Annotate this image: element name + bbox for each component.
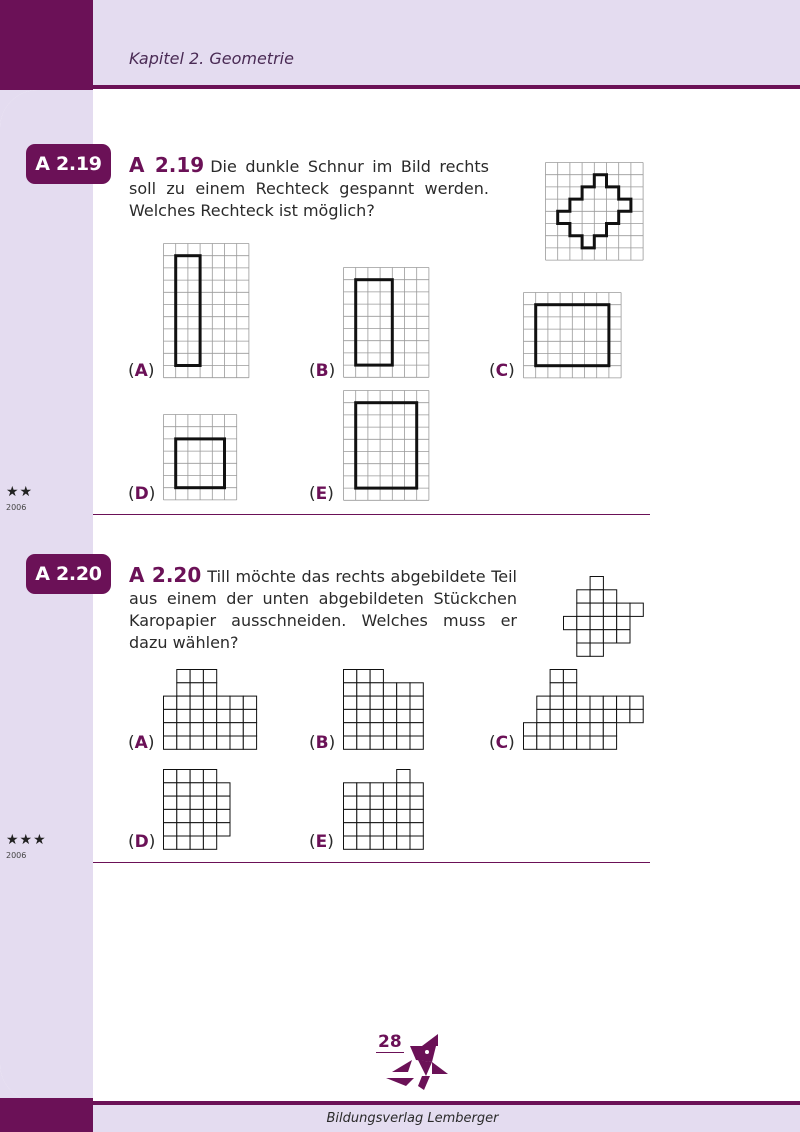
grid-cell bbox=[397, 823, 410, 836]
target-piece bbox=[563, 576, 645, 658]
grid-cell bbox=[590, 616, 603, 629]
grid-cell bbox=[397, 796, 410, 809]
grid-cell bbox=[177, 709, 190, 722]
grid-cell bbox=[603, 630, 616, 643]
grid-cell bbox=[164, 723, 177, 736]
grid-cell bbox=[603, 709, 616, 722]
grid-cell bbox=[577, 616, 590, 629]
grid-cell bbox=[370, 809, 383, 822]
grid-cell bbox=[383, 796, 396, 809]
problem-number: A 2.19 bbox=[129, 153, 205, 177]
rectangle-outline bbox=[356, 280, 393, 365]
option-label-a: (A) bbox=[128, 361, 155, 381]
option-a-paper bbox=[163, 669, 259, 751]
grid-cell bbox=[617, 630, 630, 643]
grid-cell bbox=[203, 783, 216, 796]
grid-cell bbox=[344, 809, 357, 822]
grid-cell bbox=[357, 696, 370, 709]
grid-cell bbox=[397, 783, 410, 796]
grid-cell bbox=[603, 736, 616, 749]
grid-cell bbox=[577, 736, 590, 749]
grid-cell bbox=[164, 809, 177, 822]
option-label-c: (C) bbox=[489, 733, 515, 753]
grid-cell bbox=[383, 736, 396, 749]
left-margin-strip bbox=[0, 90, 93, 1102]
grid-cell bbox=[550, 696, 563, 709]
grid-cell bbox=[630, 603, 643, 616]
grid-cell bbox=[550, 723, 563, 736]
grid-cell bbox=[190, 823, 203, 836]
grid-cell bbox=[370, 683, 383, 696]
grid-cell bbox=[190, 809, 203, 822]
grid-cell bbox=[344, 683, 357, 696]
grid-cell bbox=[230, 709, 243, 722]
option-e-grid bbox=[343, 390, 431, 502]
grid-cell bbox=[397, 770, 410, 783]
difficulty-stars: ★★★ bbox=[6, 832, 47, 848]
grid-cell bbox=[344, 736, 357, 749]
grid-cell bbox=[177, 796, 190, 809]
grid-cell bbox=[217, 796, 230, 809]
page-number: 28 bbox=[378, 1032, 402, 1052]
grid-cell bbox=[630, 696, 643, 709]
grid-cell bbox=[164, 770, 177, 783]
grid-cell bbox=[410, 783, 423, 796]
grid-cell bbox=[243, 696, 256, 709]
option-c-grid bbox=[523, 292, 623, 380]
grid-cell bbox=[357, 823, 370, 836]
grid-cell bbox=[177, 683, 190, 696]
grid-cell bbox=[344, 836, 357, 849]
grid-cell bbox=[383, 683, 396, 696]
grid-cell bbox=[243, 736, 256, 749]
grid-cell bbox=[203, 796, 216, 809]
grid-cell bbox=[370, 796, 383, 809]
grid-cell bbox=[590, 709, 603, 722]
grid-cell bbox=[357, 783, 370, 796]
header-rule bbox=[38, 85, 800, 89]
option-label-d: (D) bbox=[128, 832, 156, 852]
grid-cell bbox=[577, 723, 590, 736]
problem-year: 2006 bbox=[6, 503, 27, 512]
grid-cell bbox=[217, 736, 230, 749]
grid-cell bbox=[344, 709, 357, 722]
grid-cell bbox=[577, 603, 590, 616]
grid-cell bbox=[370, 823, 383, 836]
grid-cell bbox=[357, 709, 370, 722]
problem-number: A 2.20 bbox=[129, 563, 202, 587]
grid-cell bbox=[357, 736, 370, 749]
grid-cell bbox=[383, 823, 396, 836]
grid-cell bbox=[537, 723, 550, 736]
grid-cell bbox=[230, 736, 243, 749]
problem-separator bbox=[93, 862, 650, 863]
grid-cell bbox=[230, 723, 243, 736]
grid-cell bbox=[344, 670, 357, 683]
grid-cell bbox=[524, 736, 537, 749]
grid-cell bbox=[203, 809, 216, 822]
grid-cell bbox=[410, 709, 423, 722]
grid-cell bbox=[537, 696, 550, 709]
grid-cell bbox=[243, 723, 256, 736]
grid-cell bbox=[397, 736, 410, 749]
grid-cell bbox=[410, 683, 423, 696]
grid-cell bbox=[630, 709, 643, 722]
grid-cell bbox=[190, 683, 203, 696]
grid-cell bbox=[550, 670, 563, 683]
grid-cell bbox=[357, 836, 370, 849]
grid-cell bbox=[397, 809, 410, 822]
problem-statement bbox=[129, 564, 517, 654]
grid-cell bbox=[164, 709, 177, 722]
grid-cell bbox=[230, 696, 243, 709]
grid-cell bbox=[577, 696, 590, 709]
option-label-d: (D) bbox=[128, 484, 156, 504]
grid-cell bbox=[603, 616, 616, 629]
grid-cell bbox=[410, 796, 423, 809]
grid-cell bbox=[177, 696, 190, 709]
grid-cell bbox=[344, 796, 357, 809]
grid-cell bbox=[590, 630, 603, 643]
grid-cell bbox=[164, 736, 177, 749]
grid-cell bbox=[203, 723, 216, 736]
grid-cell bbox=[357, 683, 370, 696]
grid-cell bbox=[370, 696, 383, 709]
grid-cell bbox=[344, 723, 357, 736]
grid-cell bbox=[590, 603, 603, 616]
option-d-paper bbox=[163, 769, 235, 851]
problem-tab: A 2.20 bbox=[26, 554, 111, 594]
grid-cell bbox=[563, 736, 576, 749]
grid-cell bbox=[357, 796, 370, 809]
grid-cell bbox=[410, 696, 423, 709]
grid-cell bbox=[550, 683, 563, 696]
grid-cell bbox=[203, 709, 216, 722]
problem-text: Till möchte das rechts abgebildete Teil aus einem der unten abgebildeten Stückchen Karopapier ausschneiden. Welches muss er dazu wählen? bbox=[129, 567, 517, 652]
option-label-b: (B) bbox=[309, 733, 336, 753]
grid-cell bbox=[370, 709, 383, 722]
grid-cell bbox=[603, 696, 616, 709]
difficulty-stars: ★★ bbox=[6, 484, 34, 500]
grid-cell bbox=[357, 809, 370, 822]
grid-cell bbox=[603, 603, 616, 616]
problem-separator bbox=[93, 514, 650, 515]
grid-cell bbox=[217, 823, 230, 836]
grid-cell bbox=[190, 670, 203, 683]
grid-cell bbox=[164, 796, 177, 809]
grid-cell bbox=[164, 836, 177, 849]
grid-cell bbox=[563, 670, 576, 683]
grid-cell bbox=[357, 670, 370, 683]
grid-cell bbox=[217, 696, 230, 709]
header-band bbox=[93, 0, 800, 86]
option-label-c: (C) bbox=[489, 361, 515, 381]
grid-cell bbox=[164, 783, 177, 796]
grid-cell bbox=[243, 709, 256, 722]
grid-cell bbox=[577, 590, 590, 603]
option-b-grid bbox=[343, 267, 431, 379]
option-label-a: (A) bbox=[128, 733, 155, 753]
option-e-paper bbox=[343, 769, 427, 851]
grid-cell bbox=[203, 670, 216, 683]
grid-cell bbox=[190, 709, 203, 722]
problem-statement bbox=[129, 154, 489, 222]
grid-cell bbox=[164, 823, 177, 836]
grid-cell bbox=[383, 783, 396, 796]
logo-bird-icon bbox=[386, 1034, 456, 1090]
grid-cell bbox=[217, 783, 230, 796]
grid-cell bbox=[217, 709, 230, 722]
grid-cell bbox=[177, 809, 190, 822]
option-c-paper bbox=[523, 669, 645, 751]
grid-cell bbox=[603, 723, 616, 736]
grid-cell bbox=[563, 696, 576, 709]
grid-cell bbox=[563, 723, 576, 736]
grid-cell bbox=[190, 723, 203, 736]
grid-cell bbox=[370, 670, 383, 683]
grid-cell bbox=[217, 723, 230, 736]
grid-cell bbox=[370, 783, 383, 796]
grid-cell bbox=[190, 836, 203, 849]
grid-cell bbox=[370, 723, 383, 736]
problem-tab: A 2.19 bbox=[26, 144, 111, 184]
grid-cell bbox=[344, 696, 357, 709]
grid-cell bbox=[190, 696, 203, 709]
problem-text: Die dunkle Schnur im Bild rechts soll zu einem Rechteck gespannt werden. Welches Rechteck ist möglich? bbox=[129, 157, 489, 220]
grid-cell bbox=[524, 723, 537, 736]
grid-cell bbox=[203, 683, 216, 696]
grid-cell bbox=[564, 616, 577, 629]
grid-cell bbox=[397, 709, 410, 722]
grid-cell bbox=[577, 630, 590, 643]
grid-cell bbox=[383, 836, 396, 849]
option-label-e: (E) bbox=[309, 832, 334, 852]
grid-cell bbox=[397, 683, 410, 696]
grid-cell bbox=[177, 770, 190, 783]
option-d-grid bbox=[163, 414, 239, 502]
grid-cell bbox=[590, 723, 603, 736]
grid-cell bbox=[410, 809, 423, 822]
grid-cell bbox=[590, 736, 603, 749]
option-label-e: (E) bbox=[309, 484, 334, 504]
grid-cell bbox=[537, 709, 550, 722]
grid-cell bbox=[617, 603, 630, 616]
grid-cell bbox=[410, 836, 423, 849]
grid-cell bbox=[190, 736, 203, 749]
grid-cell bbox=[617, 709, 630, 722]
grid-cell bbox=[344, 823, 357, 836]
rectangle-outline bbox=[356, 403, 417, 488]
chapter-title: Kapitel 2. Geometrie bbox=[129, 49, 294, 68]
grid-cell bbox=[397, 723, 410, 736]
grid-cell bbox=[383, 709, 396, 722]
grid-cell bbox=[217, 809, 230, 822]
grid-cell bbox=[410, 723, 423, 736]
grid-cell bbox=[617, 616, 630, 629]
grid-cell bbox=[370, 836, 383, 849]
grid-cell bbox=[177, 823, 190, 836]
grid-cell bbox=[177, 736, 190, 749]
grid-cell bbox=[397, 696, 410, 709]
grid-cell bbox=[383, 723, 396, 736]
grid-cell bbox=[383, 809, 396, 822]
grid-cell bbox=[410, 736, 423, 749]
problem-year: 2006 bbox=[6, 851, 27, 860]
grid-cell bbox=[410, 823, 423, 836]
grid-cell bbox=[177, 723, 190, 736]
grid-cell bbox=[563, 709, 576, 722]
grid-cell bbox=[203, 770, 216, 783]
grid-cell bbox=[577, 709, 590, 722]
publisher: Bildungsverlag Lemberger bbox=[326, 1111, 499, 1126]
grid-cell bbox=[203, 736, 216, 749]
option-label-b: (B) bbox=[309, 361, 336, 381]
grid-cell bbox=[590, 696, 603, 709]
grid-cell bbox=[563, 683, 576, 696]
grid-cell bbox=[397, 836, 410, 849]
grid-cell bbox=[203, 696, 216, 709]
grid-cell bbox=[603, 590, 616, 603]
grid-cell bbox=[177, 670, 190, 683]
grid-cell bbox=[590, 590, 603, 603]
grid-cell bbox=[383, 696, 396, 709]
grid-cell bbox=[177, 783, 190, 796]
grid-cell bbox=[550, 736, 563, 749]
grid-cell bbox=[344, 783, 357, 796]
grid-cell bbox=[164, 696, 177, 709]
grid-cell bbox=[190, 796, 203, 809]
grid-cell bbox=[537, 736, 550, 749]
grid-cell bbox=[550, 709, 563, 722]
grid-cell bbox=[203, 836, 216, 849]
grid-cell bbox=[577, 643, 590, 656]
grid-cell bbox=[190, 783, 203, 796]
string-figure bbox=[545, 162, 645, 262]
option-b-paper bbox=[343, 669, 427, 751]
grid-cell bbox=[357, 723, 370, 736]
option-a-grid bbox=[163, 243, 251, 379]
grid-cell bbox=[370, 736, 383, 749]
grid-cell bbox=[203, 823, 216, 836]
grid-cell bbox=[177, 836, 190, 849]
grid-cell bbox=[190, 770, 203, 783]
grid-cell bbox=[590, 577, 603, 590]
grid-cell bbox=[617, 696, 630, 709]
grid-cell bbox=[590, 643, 603, 656]
